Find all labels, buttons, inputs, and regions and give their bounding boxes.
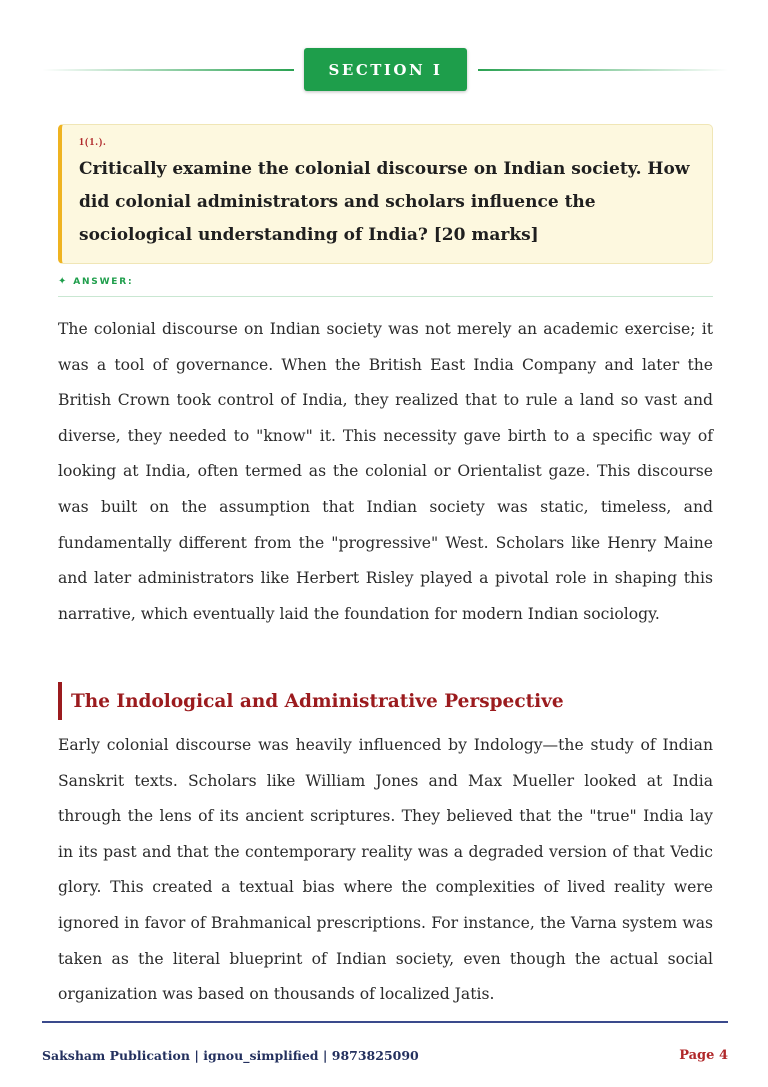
diamond-icon: ✦ — [58, 276, 69, 287]
question-number: 1(1.). — [79, 137, 107, 148]
footer-publisher: Saksham Publication | ignou_simplified | 9873825090 — [42, 1048, 419, 1063]
subheading: The Indological and Administrative Perspective — [58, 682, 564, 720]
question-text: Critically examine the colonial discourse on Indian society. How did colonial administrators and scholars influence the sociological understanding of India? [20 marks] — [79, 159, 690, 245]
answer-label: ANSWER: — [73, 276, 134, 287]
body-paragraph: Early colonial discourse was heavily influenced by Indology—the study of Indian Sanskrit texts. Scholars like William Jones and Max Mueller looked at India through the lens of its ancient scriptures. They believed that the "true" India lay in its past and that the contemporary reality was a degraded version of that Vedic glory. This created a textual bias where the complexities of lived reality were ignored in favor of Brahmanical prescriptions. For instance, the Varna system was taken as the literal blueprint of Indian society, even though the actual social organization was based on thousands of localized Jatis. — [58, 736, 713, 1004]
section-header — [0, 48, 768, 92]
footer-divider — [42, 1021, 728, 1023]
section-divider-right — [478, 69, 728, 71]
body-paragraph: The colonial discourse on Indian society was not merely an academic exercise; it was a tool of governance. When the British East India Company and later the British Crown took control of India, they realized that to rule a land so vast and diverse, they needed to "know" it. This necessity gave birth to a specific way of looking at India, often termed as the colonial or Orientalist gaze. This discourse was built on the assumption that Indian society was static, timeless, and fundamentally different from the "progressive" West. Scholars like Henry Maine and later administrators like Herbert Risley played a pivotal role in shaping this narrative, which eventually laid the foundation for modern Indian sociology. — [58, 320, 713, 623]
section-badge: SECTION I — [304, 48, 467, 91]
answer-divider — [58, 296, 713, 297]
question-box — [58, 124, 713, 264]
answer-label-row — [58, 276, 713, 287]
page-number: Page 4 — [679, 1048, 728, 1063]
section-divider-left — [42, 69, 294, 71]
